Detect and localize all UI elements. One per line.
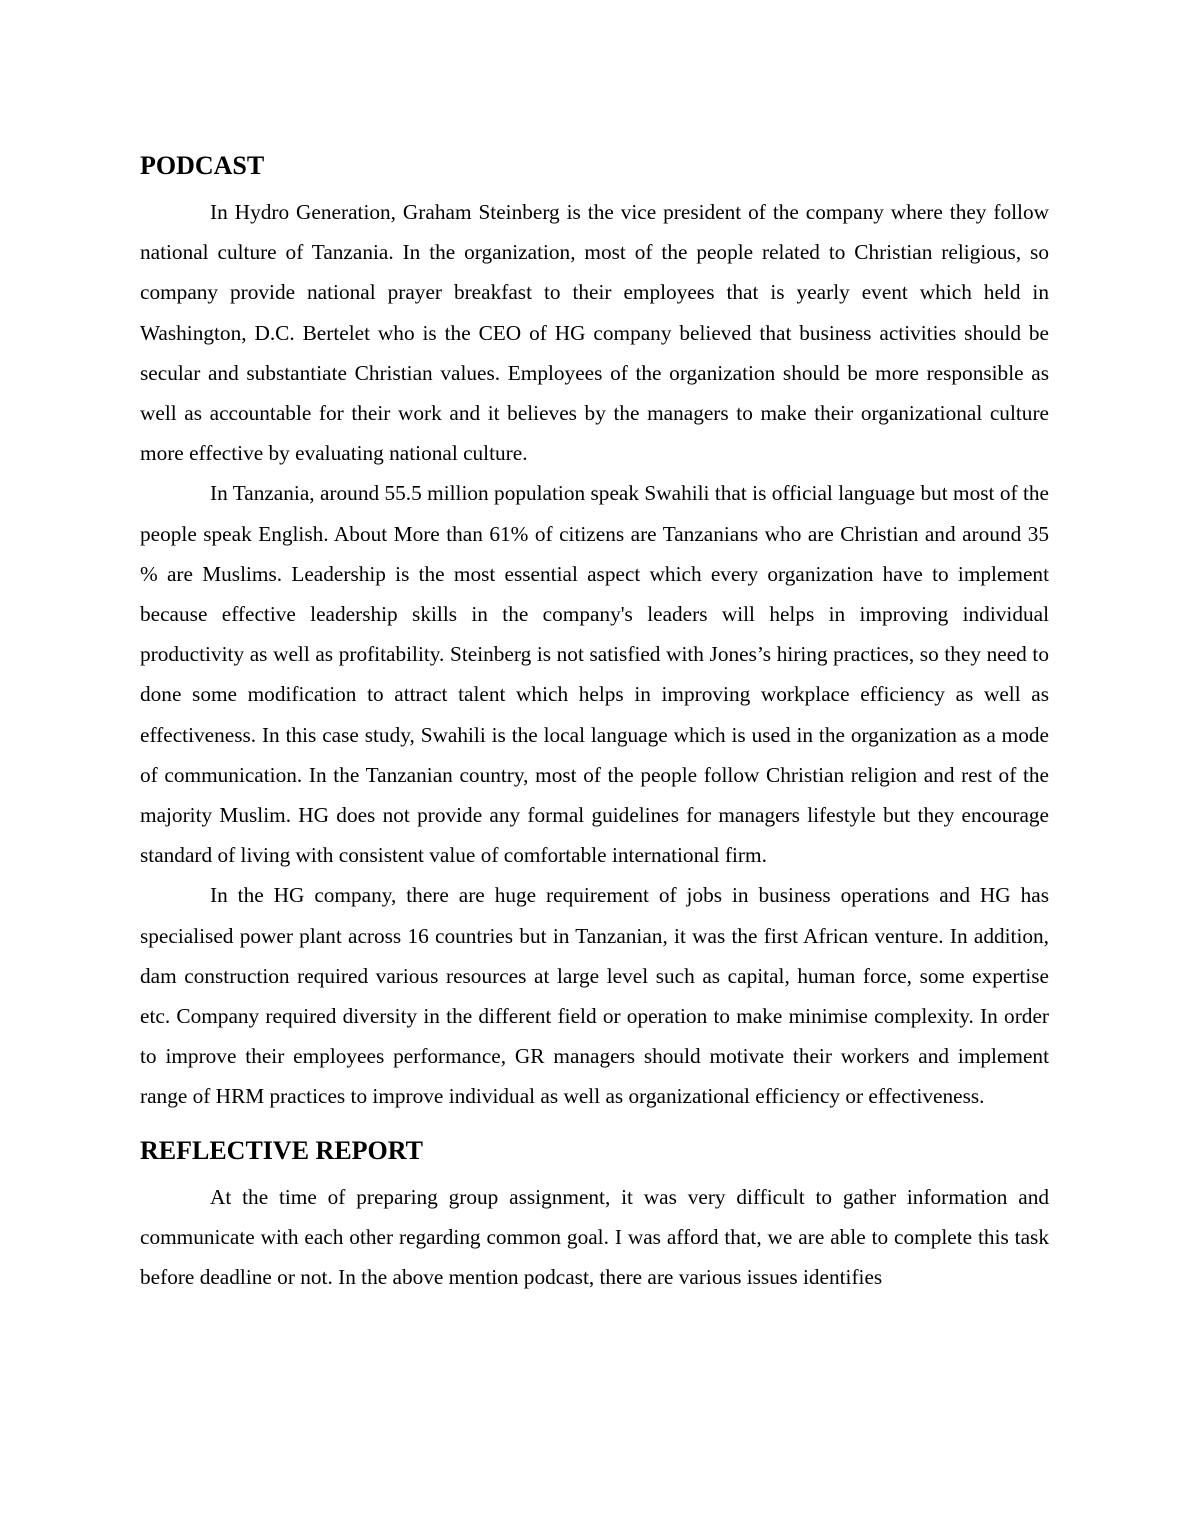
- heading-podcast: PODCAST: [140, 151, 265, 180]
- heading-reflective-report: REFLECTIVE REPORT: [140, 1135, 423, 1165]
- podcast-paragraph-3: In the HG company, there are huge requirement of jobs in business operations and HG has specialised power plant across 16 countries but in Tanzanian, it was the first African venture. In addition, dam construction required various resources at large level such as capital, human force, some expertise etc. Company required diversity in the different field or operation to make minimise complexity. In order to improve their employees performance, GR managers should motivate their workers and implement range of HRM practices to improve individual as well as organizational efficiency or effectiveness.: [140, 883, 1049, 1109]
- document-page: [140, 150, 1049, 1297]
- podcast-paragraph-1: In Hydro Generation, Graham Steinberg is the vice president of the company where they follow national culture of Tanzania. In the organization, most of the people related to Christian religious, so company provide national prayer breakfast to their employees that is yearly event which held in Washington, D.C. Bertelet who is the CEO of HG company believed that business activities should be secular and substantiate Christian values. Employees of the organization should be more responsible as well as accountable for their work and it believes by the managers to make their organizational culture more effective by evaluating national culture.: [140, 200, 1049, 466]
- podcast-paragraph-2: In Tanzania, around 55.5 million population speak Swahili that is official language but most of the people speak English. About More than 61% of citizens are Tanzanians who are Christian and around 35 % are Muslims. Leadership is the most essential aspect which every organization have to implement because effective leadership skills in the company's leaders will helps in improving individual productivity as well as profitability. Steinberg is not satisfied with Jones’s hiring practices, so they need to done some modification to attract talent which helps in improving workplace efficiency as well as effectiveness. In this case study, Swahili is the local language which is used in the organization as a mode of communication. In the Tanzanian country, most of the people follow Christian religion and rest of the majority Muslim. HG does not provide any formal guidelines for managers lifestyle but they encourage standard of living with consistent value of comfortable international firm.: [140, 481, 1049, 868]
- reflective-paragraph-1: At the time of preparing group assignment, it was very difficult to gather information and communicate with each other regarding common goal. I was afford that, we are able to complete this task before deadline or not. In the above mention podcast, there are various issues identifies: [140, 1184, 1049, 1290]
